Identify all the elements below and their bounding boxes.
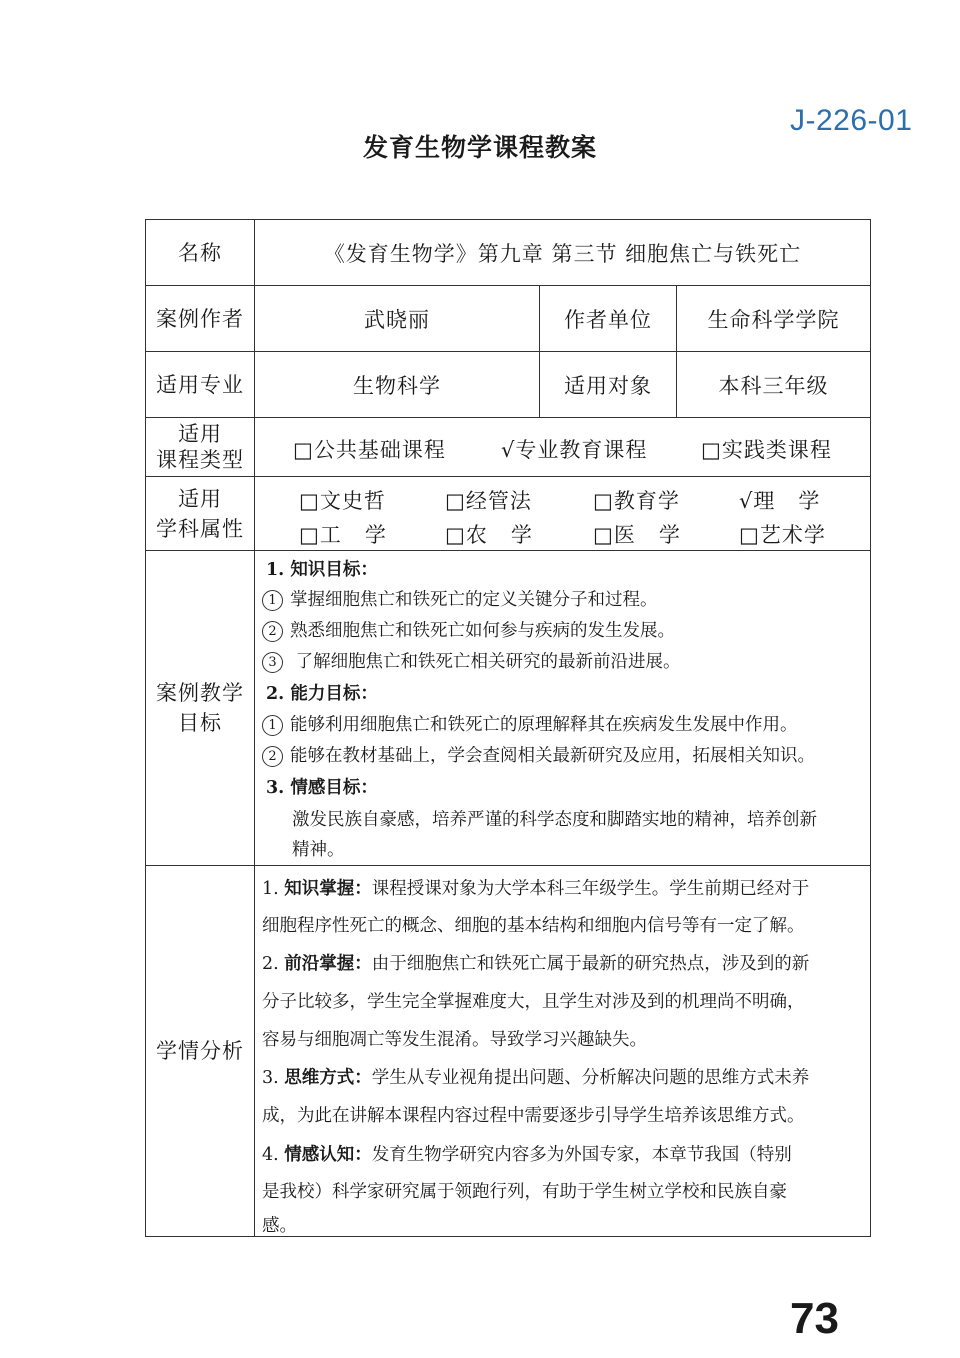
discipline-option-medicine bbox=[593, 519, 681, 549]
goal-text: 能够利用细胞焦亡和铁死亡的原理解释其在疾病发生发展中作用。 bbox=[290, 715, 798, 735]
checkbox-icon: □ bbox=[299, 489, 320, 513]
paragraph-number: 1. bbox=[262, 879, 285, 899]
course-type-label-line2: 课程类型 bbox=[156, 448, 244, 472]
emotion-goal-text-line1: 激发民族自豪感，培养严谨的科学态度和脚踏实地的精神，培养创新 bbox=[292, 810, 817, 830]
paragraph-number: 2. bbox=[262, 954, 285, 974]
option-label: 教育学 bbox=[613, 489, 680, 513]
knowledge-goal-item bbox=[262, 586, 658, 611]
page-title: 发育生物学课程教案 bbox=[362, 133, 597, 162]
paragraph-heading: 知识掌握： bbox=[284, 879, 372, 899]
goal-text: 能够在教材基础上，学会查阅相关最新研究及应用，拓展相关知识。 bbox=[290, 746, 815, 766]
target-value: 本科三年级 bbox=[718, 373, 829, 398]
course-type-option-major bbox=[501, 434, 647, 464]
discipline-option-engineering bbox=[299, 519, 387, 549]
goals-label-cell bbox=[145, 550, 255, 866]
goals-label-line1: 案例教学 bbox=[156, 681, 244, 705]
analysis-label-cell bbox=[145, 865, 255, 1237]
analysis-paragraph-4-line2: 是我校）科学家研究属于领跑行列，有助于学生树立学校和民族自豪 bbox=[262, 1182, 787, 1202]
goal-text: 了解细胞焦亡和铁死亡相关研究的最新前沿进展。 bbox=[290, 652, 681, 672]
discipline-option-science bbox=[739, 485, 820, 515]
analysis-paragraph-2-line2: 分子比较多，学生完全掌握难度大，且学生对涉及到的机理尚不明确， bbox=[262, 992, 805, 1012]
analysis-paragraph-4-line3: 感。 bbox=[262, 1216, 297, 1236]
circled-number-icon: 3 bbox=[262, 652, 283, 673]
checkbox-icon: □ bbox=[299, 523, 320, 547]
checkbox-icon: □ bbox=[593, 523, 614, 547]
course-type-label-cell bbox=[145, 417, 255, 477]
discipline-label-line1: 适用 bbox=[178, 486, 222, 511]
discipline-option-arts bbox=[739, 519, 826, 549]
course-type-label-line1: 适用 bbox=[178, 422, 222, 446]
circled-number-icon: 2 bbox=[262, 746, 283, 767]
major-value: 生物科学 bbox=[353, 373, 441, 398]
page-number: 73 bbox=[790, 1294, 839, 1343]
discipline-option-agriculture bbox=[445, 519, 533, 549]
option-label: 公共基础课程 bbox=[313, 438, 446, 462]
target-label-cell bbox=[539, 351, 677, 418]
checkbox-icon: □ bbox=[701, 438, 722, 462]
ability-goal-item bbox=[262, 711, 798, 736]
name-label-cell bbox=[145, 219, 255, 286]
unit-value-cell bbox=[676, 285, 871, 352]
analysis-paragraph-3-line2: 成，为此在讲解本课程内容过程中需要逐步引导学生培养该思维方式。 bbox=[262, 1106, 805, 1126]
analysis-label: 学情分析 bbox=[156, 1039, 244, 1063]
name-value: 《发育生物学》第九章 第三节 细胞焦亡与铁死亡 bbox=[323, 241, 802, 266]
paragraph-number: 3. bbox=[262, 1068, 285, 1088]
author-label: 案例作者 bbox=[156, 306, 244, 331]
paragraph-heading: 情感认知： bbox=[284, 1145, 372, 1165]
paragraph-heading: 思维方式： bbox=[284, 1068, 372, 1088]
paragraph-text: 由于细胞焦亡和铁死亡属于最新的研究热点，涉及到的新 bbox=[371, 954, 810, 974]
document-code: J-226-01 bbox=[790, 104, 913, 137]
analysis-paragraph-3 bbox=[262, 1064, 809, 1089]
option-label: 专业教育课程 bbox=[515, 438, 648, 462]
option-label: 经管法 bbox=[465, 489, 532, 513]
analysis-paragraph-2 bbox=[262, 950, 809, 975]
analysis-paragraph-2-line3: 容易与细胞凋亡等发生混淆。导致学习兴趣缺失。 bbox=[262, 1030, 647, 1050]
name-value-cell bbox=[254, 219, 871, 286]
major-label-cell bbox=[145, 351, 255, 418]
discipline-label-cell bbox=[145, 476, 255, 551]
goal-text: 掌握细胞焦亡和铁死亡的定义关键分子和过程。 bbox=[290, 590, 658, 610]
option-label: 理 学 bbox=[753, 489, 821, 513]
author-value-cell bbox=[254, 285, 540, 352]
option-label: 医 学 bbox=[613, 523, 681, 547]
goal-text: 熟悉细胞焦亡和铁死亡如何参与疾病的发生发展。 bbox=[290, 621, 675, 641]
ability-goal-item bbox=[262, 742, 815, 767]
course-type-option-public bbox=[293, 434, 446, 464]
discipline-option-economics bbox=[445, 485, 532, 515]
checkmark-icon: √ bbox=[501, 438, 516, 462]
major-value-cell bbox=[254, 351, 540, 418]
circled-number-icon: 1 bbox=[262, 590, 283, 611]
option-label: 工 学 bbox=[319, 523, 387, 547]
emotion-goal-text-line2: 精神。 bbox=[292, 840, 345, 860]
knowledge-goal-heading: 1. 知识目标： bbox=[266, 560, 378, 580]
target-value-cell bbox=[676, 351, 871, 418]
circled-number-icon: 2 bbox=[262, 621, 283, 642]
target-label: 适用对象 bbox=[564, 373, 652, 398]
discipline-options-cell bbox=[254, 476, 871, 551]
option-label: 艺术学 bbox=[759, 523, 826, 547]
major-label: 适用专业 bbox=[156, 372, 244, 397]
checkbox-icon: □ bbox=[293, 438, 314, 462]
option-label: 实践类课程 bbox=[721, 438, 832, 462]
author-value: 武晓丽 bbox=[364, 307, 430, 332]
option-label: 文史哲 bbox=[319, 489, 386, 513]
analysis-paragraph-1 bbox=[262, 875, 809, 900]
paragraph-text: 发育生物学研究内容多为外国专家，本章节我国（特别 bbox=[371, 1145, 792, 1165]
lesson-plan-form bbox=[145, 219, 871, 1237]
name-label: 名称 bbox=[178, 240, 222, 265]
ability-goal-heading: 2. 能力目标： bbox=[266, 684, 378, 704]
checkbox-icon: □ bbox=[739, 523, 760, 547]
paragraph-heading: 前沿掌握： bbox=[284, 954, 372, 974]
paragraph-text: 学生从专业视角提出问题、分析解决问题的思维方式未养 bbox=[371, 1068, 810, 1088]
unit-value: 生命科学学院 bbox=[707, 307, 840, 332]
unit-label: 作者单位 bbox=[564, 307, 652, 332]
paragraph-number: 4. bbox=[262, 1145, 285, 1165]
author-label-cell bbox=[145, 285, 255, 352]
course-type-options-cell bbox=[254, 417, 871, 477]
unit-label-cell bbox=[539, 285, 677, 352]
checkbox-icon: □ bbox=[445, 523, 466, 547]
discipline-option-education bbox=[593, 485, 680, 515]
discipline-option-humanities bbox=[299, 485, 386, 515]
checkmark-icon: √ bbox=[739, 489, 754, 513]
discipline-label-line2: 学科属性 bbox=[156, 516, 244, 541]
circled-number-icon: 1 bbox=[262, 715, 283, 736]
analysis-paragraph-4 bbox=[262, 1141, 792, 1166]
option-label: 农 学 bbox=[465, 523, 533, 547]
knowledge-goal-item bbox=[262, 648, 681, 673]
analysis-paragraph-1-line2: 细胞程序性死亡的概念、细胞的基本结构和细胞内信号等有一定了解。 bbox=[262, 916, 805, 936]
knowledge-goal-item bbox=[262, 617, 675, 642]
emotion-goal-heading: 3. 情感目标： bbox=[266, 778, 378, 798]
course-type-option-practice bbox=[701, 434, 832, 464]
checkbox-icon: □ bbox=[593, 489, 614, 513]
checkbox-icon: □ bbox=[445, 489, 466, 513]
goals-label-line2: 目标 bbox=[178, 711, 222, 735]
paragraph-text: 课程授课对象为大学本科三年级学生。学生前期已经对于 bbox=[371, 879, 810, 899]
